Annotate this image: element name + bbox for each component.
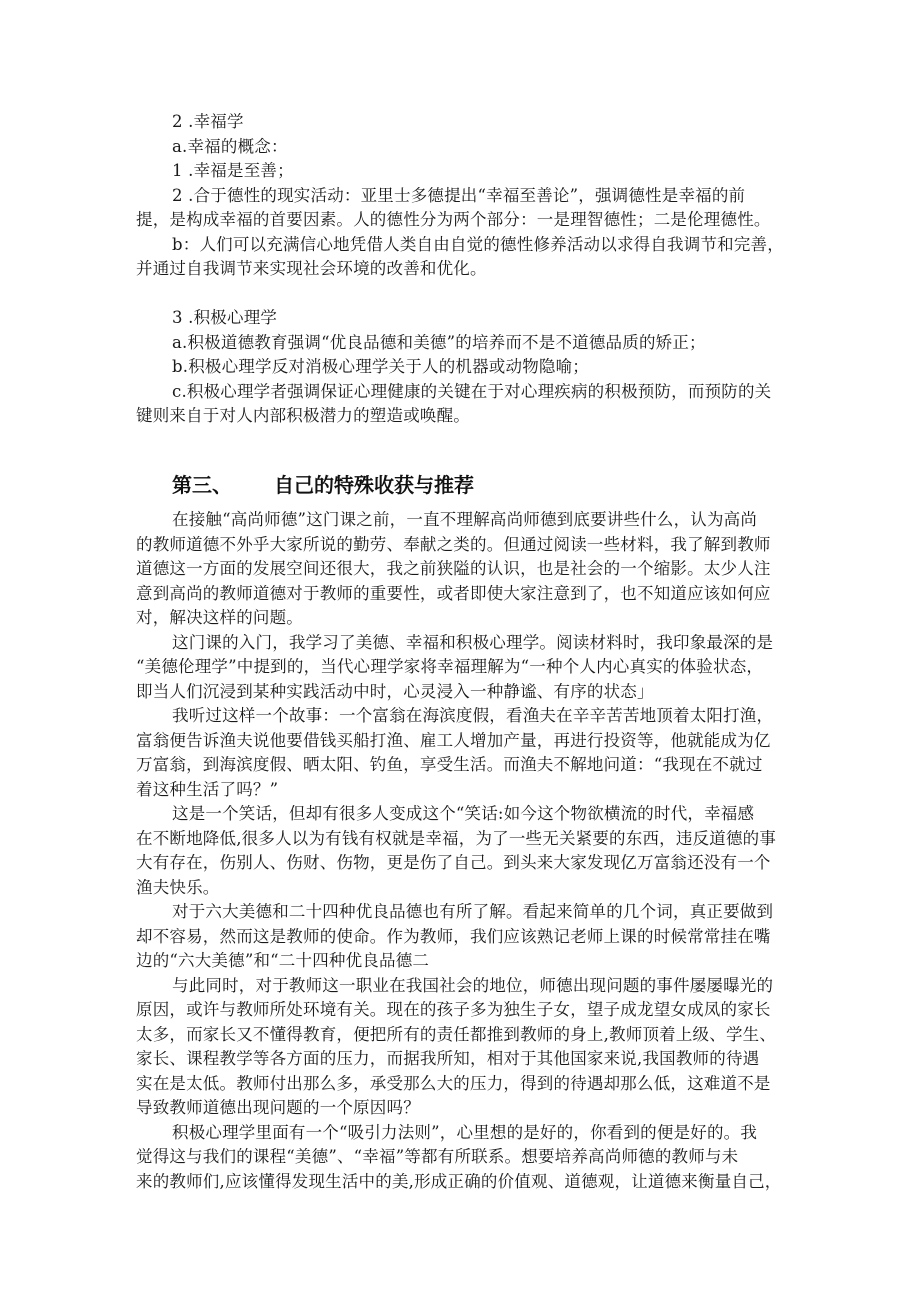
- paragraph-line: 渔夫快乐。: [136, 877, 220, 897]
- section-2-title: 2 .幸福学: [172, 112, 244, 131]
- paragraph-line: 在不断地降低,很多人以为有钱有权就是幸福，为了一些无关紧要的东西，违反道德的事: [136, 828, 777, 848]
- paragraph-line: 大有存在，伤别人、伤财、伤物，更是伤了自己。到头来大家发现亿万富翁还没有一个: [136, 853, 771, 872]
- paragraph: [136, 1121, 786, 1195]
- paragraph: [136, 900, 786, 974]
- list-item: b.积极心理学反对消极心理学关于人的机器或动物隐喻；: [172, 357, 590, 376]
- paragraph-line: 原因，或许与教师所处环境有关。现在的孩子多为独生子女，望子成龙望女成凤的家长: [136, 1000, 771, 1019]
- paragraph-line: 对于六大美德和二十四种优良品德也有所了解。看起来简单的几个词，真正要做到: [172, 902, 774, 921]
- paragraph-line: 道德这一方面的发展空间还很大，我之前狭隘的认识，也是社会的一个缩影。太少人注: [136, 559, 771, 578]
- section-2: [136, 110, 786, 282]
- paragraph-line: 边的“六大美德”和“二十四种优良品德二: [136, 951, 430, 970]
- paragraph-line: 这门课的入门，我学习了美德、幸福和积极心理学。阅读材料时，我印象最深的是: [172, 632, 774, 652]
- concept-label: a.幸福的概念：: [172, 136, 288, 156]
- section-3: [136, 306, 786, 429]
- list-item: c.积极心理学者强调保证心理健康的关键在于对心理疾病的积极预防，而预防的关: [172, 381, 772, 401]
- paragraph-line: 这是一个笑话，但却有很多人变成这个“笑话:如今这个物欲横流的时代，幸福感: [172, 804, 755, 823]
- list-item: 2 .合于德性的现实活动：亚里士多德提出“幸福至善论”，强调德性是幸福的前: [172, 185, 746, 205]
- paragraph: [136, 704, 786, 802]
- paragraph-line: 来的教师们,应该懂得发现生活中的美,形成正确的价值观、道德观，让道德来衡量自己，: [136, 1171, 782, 1191]
- section-heading: [172, 469, 474, 498]
- paragraph: [136, 508, 786, 631]
- list-item-continuation: 提，是构成幸福的首要因素。人的德性分为两个部分：一是理智德性；二是伦理德性。: [136, 210, 771, 229]
- list-item: a.积极道德教育强调“优良品德和美德”的培养而不是不道德品质的矫正；: [172, 332, 706, 352]
- list-item: b：人们可以充满信心地凭借人类自由自觉的德性修养活动以求得自我调节和完善，: [172, 234, 784, 254]
- paragraph-line: 在接触“高尚师德”这门课之前，一直不理解高尚师德到底要讲些什么，认为高尚: [172, 510, 758, 529]
- list-item-continuation: 键则来自于对人内部积极潜力的塑造或唤醒。: [136, 406, 470, 425]
- paragraph-line: 实在是太低。教师付出那么多，承受那么大的压力，得到的待遇却那么低，这难道不是: [136, 1073, 771, 1093]
- list-item: 1 .幸福是至善；: [172, 161, 294, 180]
- list-item-continuation: 并通过自我调节来实现社会环境的改善和优化。: [136, 259, 487, 278]
- paragraph-line: 万富翁，到海滨度假、晒太阳、钓鱼，享受生活。而渔夫不解地问道：“我现在不就过: [136, 755, 763, 774]
- heading-text: 自己的特殊收获与推荐: [274, 473, 474, 497]
- paragraph-line: 对，解决这样的问题。: [136, 608, 303, 627]
- paragraph-line: 即当人们沉浸到某种实践活动中时，心灵浸入一种静谧、有序的状态」: [136, 681, 654, 701]
- paragraph-line: 积极心理学里面有一个“吸引力法则”，心里想的是好的，你看到的便是好的。我: [172, 1122, 758, 1142]
- paragraph-line: 的教师道德不外乎大家所说的勤劳、奉献之类的。但通过阅读一些材料，我了解到教师: [136, 534, 771, 554]
- paragraph-line: 导致教师道德出现问题的一个原因吗？: [136, 1098, 420, 1117]
- paragraph-line: 与此同时，对于教师这一职业在我国社会的地位，师德出现问题的事件屡屡曝光的: [172, 975, 774, 995]
- body-text: [136, 508, 786, 1194]
- paragraph-line: 觉得这与我们的课程“美德”、“幸福”等都有所联系。想要培养高尚师德的教师与未: [136, 1147, 739, 1166]
- paragraph-line: 太多，而家长又不懂得教育，便把所有的责任都推到教师的身上,教师顶着上级、学生、: [136, 1024, 777, 1044]
- paragraph-line: 家长、课程教学等各方面的压力，而据我所知，相对于其他国家来说,我国教师的待遇: [136, 1049, 760, 1068]
- paragraph: [136, 802, 786, 900]
- paragraph-line: 我听过这样一个故事：一个富翁在海滨度假，看渔夫在辛辛苦苦地顶着太阳打渔，: [172, 706, 774, 725]
- paragraph-line: “美德伦理学”中提到的，当代心理学家将幸福理解为“一种个人内心真实的体验状态，: [136, 657, 764, 676]
- heading-number: 第三、: [172, 473, 232, 497]
- paragraph-line: 着这种生活了吗？”: [136, 779, 279, 799]
- paragraph: [136, 974, 786, 1121]
- paragraph-line: 意到高尚的教师道德对于教师的重要性，或者即使大家注意到了，也不知道应该如何应: [136, 583, 771, 603]
- paragraph-line: 富翁便告诉渔夫说他要借钱买船打渔、雇工人增加产量，再进行投资等，他就能成为亿: [136, 730, 771, 750]
- paragraph-line: 却不容易，然而这是教师的使命。作为教师，我们应该熟记老师上课的时候常常挂在嘴: [136, 926, 771, 946]
- paragraph: [136, 631, 786, 705]
- section-3-title: 3 .积极心理学: [172, 308, 278, 327]
